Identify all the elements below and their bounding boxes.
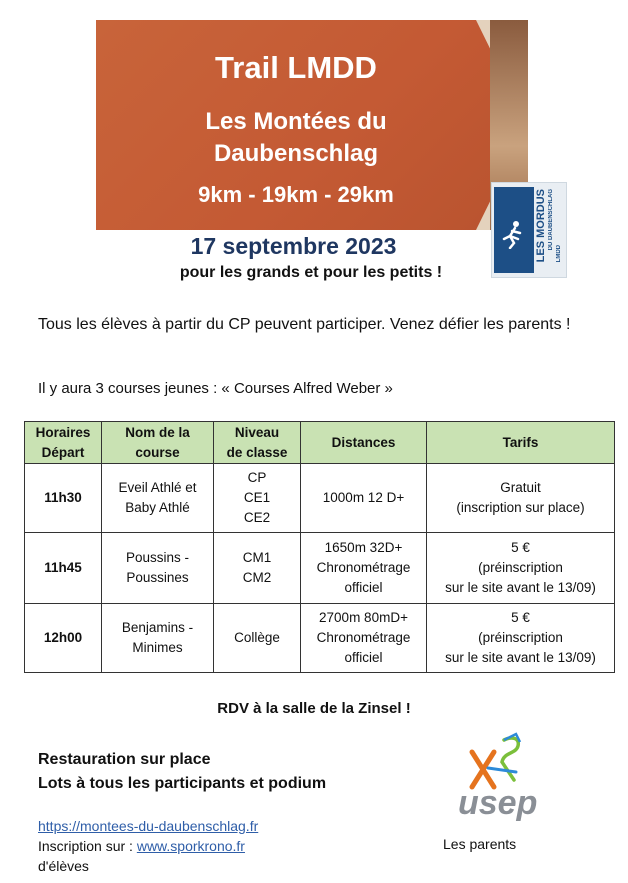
cell-distance: 2700m 80mD+ Chronométrage officiel — [301, 604, 427, 673]
header-tarifs: Tarifs — [427, 422, 615, 464]
logo-line-2: DU DAUBENSCHLAG — [548, 189, 554, 251]
restauration-line: Restauration sur place — [38, 751, 211, 768]
cell-time: 11h30 — [25, 464, 102, 533]
cell-level: Collège — [214, 604, 301, 673]
banner-subtitle-1: Les Montées du — [205, 108, 387, 135]
links-block — [38, 816, 258, 876]
cell-time: 12h00 — [25, 604, 102, 673]
cell-tarif: 5 € (préinscription sur le site avant le 13/09) — [427, 533, 615, 604]
cell-distance: 1650m 32D+ Chronométrage officiel — [301, 533, 427, 604]
runner-icon — [498, 219, 528, 249]
courses-intro: Il y aura 3 courses jeunes : « Courses Alfred Weber » — [38, 380, 393, 397]
cell-level: CM1 CM2 — [214, 533, 301, 604]
logo-line-3: LMDD — [556, 245, 562, 263]
logo-line-1: LES MORDUS — [535, 189, 547, 263]
banner-title: Trail LMDD — [215, 50, 377, 85]
intro-paragraph: Tous les élèves à partir du CP peuvent participer. Venez défier les parents ! — [38, 316, 571, 333]
parents-label: Les parents — [443, 836, 517, 852]
cell-distance: 1000m 12 D+ — [301, 464, 427, 533]
website-link[interactable]: https://montees-du-daubenschlag.fr — [38, 818, 259, 834]
prizes-line: Lots à tous les participants et podium — [38, 775, 327, 792]
table-row — [25, 604, 615, 673]
cell-name: Eveil Athlé et Baby Athlé — [102, 464, 214, 533]
sporkrono-link[interactable]: www.sporkrono.fr — [136, 838, 245, 854]
cell-time: 11h45 — [25, 533, 102, 604]
banner-distances: 9km - 19km - 29km — [198, 182, 394, 207]
eleves-text: d'élèves — [38, 858, 89, 874]
cell-tarif: Gratuit (inscription sur place) — [427, 464, 615, 533]
header-distances: Distances — [301, 422, 427, 464]
table-header-row — [25, 422, 615, 464]
courses-table — [24, 421, 615, 673]
table-row — [25, 464, 615, 533]
info-block — [38, 748, 326, 796]
usep-wordmark: usep — [458, 784, 538, 822]
event-date: 17 septembre 2023 — [190, 233, 397, 259]
header-horaires: Horaires Départ — [25, 422, 102, 464]
usep-logo — [454, 732, 574, 832]
cell-name: Benjamins - Minimes — [102, 604, 214, 673]
banner-subtitle-2: Daubenschlag — [213, 140, 379, 167]
header-niveau: Niveau de classe — [214, 422, 301, 464]
event-banner — [96, 20, 528, 230]
cell-tarif: 5 € (préinscription sur le site avant le 13/09) — [427, 604, 615, 673]
cell-name: Poussins - Poussines — [102, 533, 214, 604]
header-nom: Nom de la course — [102, 422, 214, 464]
cell-level: CP CE1 CE2 — [214, 464, 301, 533]
event-tagline: pour les grands et pour les petits ! — [179, 264, 443, 281]
meeting-point: RDV à la salle de la Zinsel ! — [217, 700, 411, 717]
table-row — [25, 533, 615, 604]
inscription-label: Inscription sur : — [38, 838, 137, 854]
